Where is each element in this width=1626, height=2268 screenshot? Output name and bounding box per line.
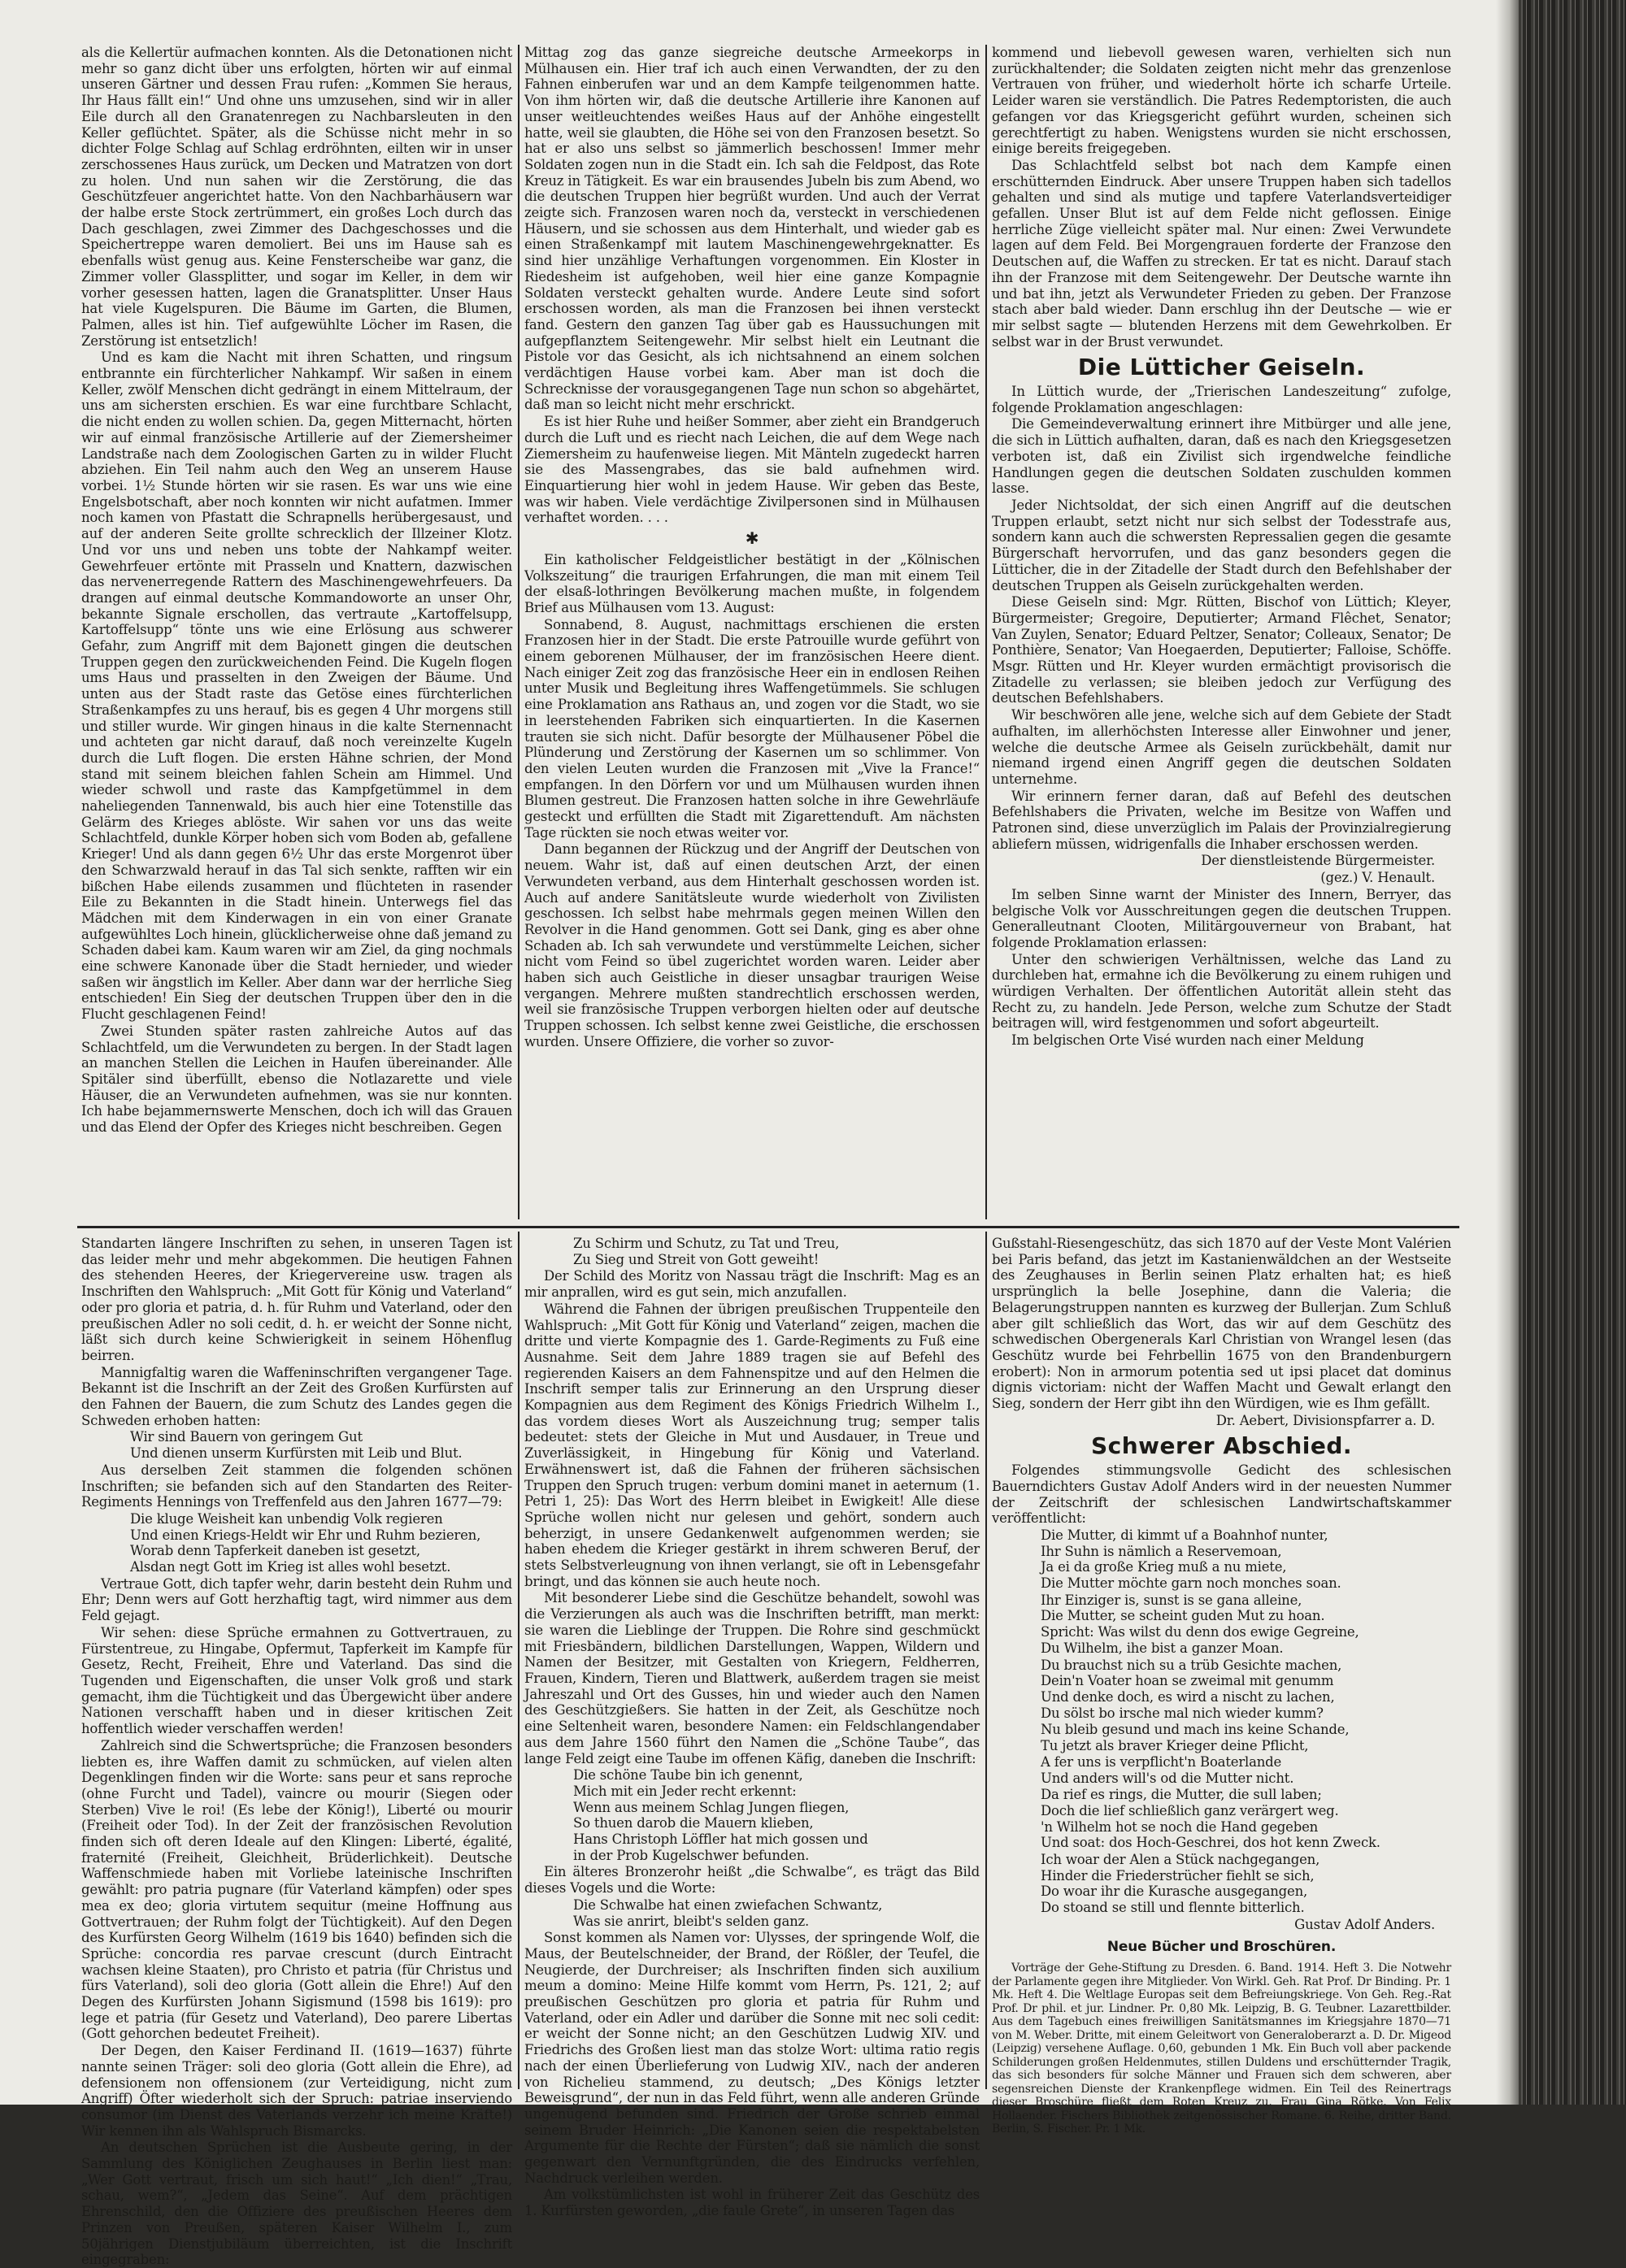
paragraph: Das Schlachtfeld selbst bot nach dem Kampfe einen erschütternden Eindruck. Aber unsere Truppen haben sich tadellos gehalten und sind als mutige und tapfere Vaterlandsverteidiger gefallen. Unser Blut ist auf dem Felde nicht geflossen. Einige herrliche Züge vielleicht später mal. Nur einen: Zwei Verwundete lagen auf dem Feld. Bei Morgengrauen forderte der Franzose den Deutschen auf, die Waffen zu strecken. Er tat es nicht. Darauf stach ihn der Franzose mit dem Seitengewehr. Der Deutsche warnte ihn und bat ihn, jetzt als Verwundeter Frieden zu geben. Der Franzose stach aber bald wieder. Dann erschlug ihn der Deutsche — wie er mir selbst sagte — blutenden Herzens mit dem Gewehrkolben. Er selbst war in der Brust verwundet. <box>992 157 1451 350</box>
paragraph: Aus derselben Zeit stammen die folgenden schönen Inschriften; sie befanden sich auf den Standarten des Reiter-Regiments Hennings von Treffenfeld aus den Jahren 1677—79: <box>81 1462 512 1510</box>
column-3-upper <box>992 45 1451 1223</box>
paragraph: als die Kellertür aufmachen konnten. Als die Detonationen nicht mehr so ganz dicht über uns erfolgten, hörten wir auf einmal unseren Gärtner und dessen Frau rufen: „Kommen Sie heraus, Ihr Haus fällt ein!“ Und ohne uns umzusehen, sind wir in aller Eile durch all den Granatenregen zu Nachbarsleuten in den Keller geflüchtet. Später, als die Schüsse nicht mehr in so dichter Folge Schlag auf Schlag erdröhnten, eilten wir in unser zerschossenes Haus zurück, um Decken und Matratzen von dort zu holen. Und nun sahen wir die Zerstörung, die das Geschützfeuer angerichtet hatte. Von den Nachbarhäusern war der halbe erste Stock zertrümmert, ein großes Loch durch das Dach geschlagen, zwei Zimmer des Dachgeschosses und die Speichertreppe waren demoliert. Bei uns im Hause sah es ebenfalls wüst genug aus. Keine Fensterscheibe war ganz, die Zimmer voller Glassplitter, und sogar im Keller, in dem wir vorher gesessen hatten, lagen die Granatsplitter. Unser Haus hat viele Kugelspuren. Die Bäume im Garten, die Blumen, Palmen, alles ist hin. Tief aufgewühlte Löcher im Rasen, die Zerstörung ist entsetzlich! <box>81 45 512 349</box>
poem-stanza: Nu bleib gesund und mach ins keine Schande, Tu jetzt als braver Krieger deine Pflicht, A fer uns is verpflicht'n Boaterlande Und anders will's od die Mutter nicht. <box>1041 1722 1350 1786</box>
paragraph: Während die Fahnen der übrigen preußischen Truppenteile den Wahlspruch: „Mit Gott für König und Vaterland“ zeigen, machen die dritte und vierte Kompagnie des 1. Garde-Regiments zu Fuß eine Ausnahme. Seit dem Jahre 1889 tragen sie auf Befehl des regierenden Kaisers an dem Fahnenspitze und auf den Helmen die Inschrift semper talis zur Erinnerung an den Ursprung dieser Kompagnien aus dem Regiment des Königs Friedrich Wilhelm I., das vordem dieses Wort als Auszeichnung trug; semper talis bedeutet: stets der Gleiche in Mut und Ausdauer, in Treue und Zuverlässigkeit, in Hingebung für König und Vaterland. Erwähnenswert ist, daß die Fahnen der früheren sächsischen Truppen den Spruch trugen: verbum domini manet in aeternum (1. Petri 1, 25): Das Wort des Herrn bleibet in Ewigkeit! Alle diese Sprüche wollen nicht nur gelesen und gehört, sondern auch beherzigt, in unsere Gedankenwelt aufgenommen werden; sie haben ehedem die Krieger gestärkt in ihrem schweren Beruf, der stets Selbstverleugnung von ihnen verlangt, sie oft in Lebensgefahr bringt, und das können sie auch heute noch. <box>524 1301 980 1589</box>
column-1-upper <box>81 45 512 1223</box>
paragraph: Mannigfaltig waren die Waffeninschriften vergangener Tage. Bekannt ist die Inschrift an der Zeit des Großen Kurfürsten auf den Fahnen der Bauern, die zum Schutz des Landes gegen die Schweden erhoben hatten: <box>81 1364 512 1428</box>
column-3-lower <box>992 1236 1451 2136</box>
paragraph: Ein älteres Bronzerohr heißt „die Schwalbe“, es trägt das Bild dieses Vogels und die Worte: <box>524 1864 980 1897</box>
paragraph: Dann begannen der Rückzug und der Angriff der Deutschen von neuem. Wahr ist, daß auf einen deutschen Arzt, der einen Verwundeten verband, aus dem Hinterhalt geschossen worden ist. Auch auf andere Sanitätsleute wurde wiederholt von Zivilisten geschossen. Ich selbst habe mehrmals gegen meinen Willen den Revolver in die Hand genommen. Gott sei Dank, ging es aber ohne Schaden ab. Ich sah verwundete und verstümmelte Leichen, sicher nicht vom Feind so übel zugerichtet worden waren. Leider aber haben sich auch Geistliche in dieser unsagbar traurigen Weise vergangen. Mehrere mußten standrechtlich erschossen werden, weil sie französische Truppen verborgen hielten oder auf deutsche Truppen schossen. Ich selbst kenne zwei Geistliche, die erschossen wurden. Unsere Offiziere, die vorher so zuvor- <box>524 841 980 1049</box>
column-1-lower <box>81 1236 512 2268</box>
page-fold-shadow <box>1496 0 1519 2105</box>
paragraph: Wir erinnern ferner daran, daß auf Befehl des deutschen Befehlshabers die Privaten, welche im Besitze von Waffen und Patronen sind, diese unverzüglich im Palais der Provinzialregierung abliefern müssen, widrigenfalls die Inhaber erschossen werden. <box>992 788 1451 852</box>
paragraph: kommend und liebevoll gewesen waren, verhielten sich nun zurückhaltender; die Soldaten zeigten nicht mehr das grenzenlose Vertrauen von früher, und wiederholt hörte ich scharfe Urteile. Leider waren sie verständlich. Die Patres Redemptoristen, die auch gefangen vor das Kriegsgericht geführt wurden, scheinen sich gerechtfertigt zu haben. Wenigstens wurden sie nicht erschossen, einige bereits freigegeben. <box>992 45 1451 157</box>
paragraph: Mittag zog das ganze siegreiche deutsche Armeekorps in Mülhausen ein. Hier traf ich auch einen Verwandten, der zu den Fahnen einberufen war und an dem Kampfe teilgenommen hatte. Von ihm hörten wir, daß die deutsche Artillerie ihre Kanonen auf unser weitleuchtendes weißes Haus auf der Anhöhe eingestellt hatte, weil sie glaubten, die Höhe sei von den Franzosen besetzt. So hat er also uns selbst so jämmerlich beschossen! Immer mehr Soldaten zogen nun in die Stadt ein. Ich sah die Feldpost, das Rote Kreuz in Tätigkeit. Es war ein brausendes Jubeln bis zum Abend, wo die deutschen Truppen hier begrüßt wurden. Und auch der Verrat zeigte sich. Franzosen waren noch da, versteckt in verschiedenen Häusern, und sie schossen aus dem Hinterhalt, und wieder gab es einen Straßenkampf mit lautem Maschinengewehrgeknatter. Es sind hier unzählige Verhaftungen vorgenommen. Ein Kloster in Riedesheim ist aufgehoben, weil hier eine ganze Kompagnie Soldaten versteckt gehalten wurde. Andere Leute sind sofort erschossen worden, als man die Franzosen bei ihnen versteckt fand. Gestern den ganzen Tag über gab es Haussuchungen mit aufgepflanztem Seitengewehr. Mir selbst hielt ein Leutnant die Pistole vor das Gesicht, als ich nichtsahnend an einem solchen verdächtigen Hause vorbei kam. Aber man ist doch die Schrecknisse der vorausgegangenen Tage nun schon so abgehärtet, daß man so leicht nicht mehr erschrickt. <box>524 45 980 413</box>
book-notices: Vorträge der Gehe-Stiftung zu Dresden. 6. Band. 1914. Heft 3. Die Notwehr der Parlamente gegen ihre Mitglieder. Von Wirkl. Geh. Rat Prof. Dr Binding. Pr. 1 Mk. Heft 4. Die Weltlage Europas seit dem Befreiungskriege. Von Geh. Reg.-Rat Prof. Dr phil. et jur. Lindner. Pr. 0,80 Mk. Leipzig, B. G. Teubner. Lazarettbilder. Aus dem Tagebuch eines freiwilligen Sanitätsmannes im Kriegsjahre 1870—71 von M. Weber. Dritte, mit einem Geleitwort von Generaloberarzt a. D. Dr. Migeod (Leipzig) versehene Auflage. 0,60, gebunden 1 Mk. Ein Buch voll aber packende Schilderungen großen Heldenmutes, stillen Duldens und erschütternder Tragik, das sich besonders für solche Männer und Frauen sich dem schweren, aber segensreichen Dienste der Krankenpflege widmen. Ein Teil des Reinertrags dieser Broschüre fließt dem Roten Kreuz zu. Frau Gina Rötke. Von Felix Hollaender. Fischers Bibliothek zeitgenössischer Romane. 6. Reihe, dritter Band. Berlin, S. Fischer. Pr. 1 Mk. <box>992 1962 1451 2136</box>
column-2-upper <box>524 45 980 1223</box>
paragraph: Wir sehen: diese Sprüche ermahnen zu Gottvertrauen, zu Fürstentreue, zu Hingabe, Opfermut, Tapferkeit im Kampfe für Gesetz, Recht, Freiheit, Ehre und Vaterland. Das sind die Tugenden und Eigenschaften, die unser Volk groß und stark gemacht, ihm die Tüchtigkeit und das Übergewicht über andere Nationen verschafft haben und in dieser kritischen Zeit hoffentlich wieder verschaffen werden! <box>81 1624 512 1737</box>
column-rule <box>985 45 987 1219</box>
paragraph: Diese Geiseln sind: Mgr. Rütten, Bischof von Lüttich; Kleyer, Bürgermeister; Gregoire, Deputierter; Armand Flêchet, Senator; Van Zuylen, Senator; Eduard Peltzer, Senator; Colleaux, Senator; De Ponthière, Senator; Van Hoegaerden, Deputierter; Falloise, Schöffe. Msgr. Rütten und Hr. Kleyer wurden ermächtigt provisorisch die Zitadelle zu verlassen; sie bleiben jedoch zur Verfügung des deutschen Befehlshabers. <box>992 594 1451 706</box>
poem-title: Schwerer Abschied. <box>1090 1432 1353 1460</box>
column-rule <box>518 1232 520 2089</box>
signature: Der dienstleistende Bürgermeister. <box>1201 853 1435 869</box>
article-title: Die Lütticher Geiseln. <box>1077 354 1366 381</box>
paragraph: Und es kam die Nacht mit ihren Schatten, und ringsum entbrannte ein fürchterlicher Nahkampf. Wir saßen in einem Keller, zwölf Menschen dicht gedrängt in einem Mittelraum, der uns am sichersten erschien. Es war eine furchtbare Schlacht, die nicht enden zu wollen schien. Da, gegen Mitternacht, hörten wir auf einmal französische Artillerie auf der Ziemersheimer Landstraße nach dem Zoologischen Garten zu in wilder Flucht abziehen. Ein Teil nahm auch den Weg an unserem Hause vorbei. 1½ Stunde hörten wir sie rasen. Es war uns wie eine Engelsbotschaft, aber noch konnten wir nicht aufatmen. Immer noch kamen von Pfastatt die Schrapnells herübergesaust, und auf der anderen Seite grollte schrecklich der Illzeiner Klotz. Und vor uns und neben uns tobte der Nahkampf weiter. Gewehrfeuer ertönte mit Prasseln und Knattern, dazwischen das nervenerregende Rattern des Maschinengewehrfeuers. Da drangen auf einmal deutsche Kommandoworte an unser Ohr, bekannte Signale erschollen, das vertraute „Kartoffelsupp, Kartoffelsupp“ tönte uns wie eine Erlösung aus schwerer Gefahr, zum Angriff mit dem Bajonett gingen die deutschen Truppen gegen den zurückweichenden Feind. Die Kugeln flogen ums Haus und prasselten in den Zweigen der Bäume. Und unten aus der Stadt raste das Getöse eines fürchterlichen Straßenkampfes zu uns herauf, bis es gegen 4 Uhr morgens still und stiller wurde. Wir gingen hinaus in die kalte Sternennacht und achteten gar nicht darauf, daß noch vereinzelte Kugeln durch die Luft flogen. Die ersten Hähne schrien, der Mond stand mit seinem bleichen fahlen Schein am Himmel. Und wieder schwoll und raste das Kampfgetümmel in dem naheliegenden Tannenwald, bis auch hier eine Totenstille das Gelärm des Krieges ablöste. Wir sahen vor uns das weite Schlachtfeld, dunkle Körper hoben sich vom Boden ab, gefallene Krieger! Und als dann gegen 6½ Uhr das erste Morgenrot über den Schwarzwald herauf in das Tal sich senkte, rafften wir ein bißchen Habe eilends zusammen und flüchteten in rasender Eile zu Bekannten in die Stadt hinein. Unterwegs fiel das Mädchen mit dem Kinderwagen in ein von einer Granate aufgewühltes Loch hinein, glücklicherweise ohne daß jemand zu Schaden dabei kam. Kaum waren wir am Ziel, da ging nochmals eine schwere Kanonade über die Stadt hernieder, und wieder saßen wir ängstlich im Keller. Aber dann war der herrliche Sieg entschieden! Ein Sieg der deutschen Truppen über den in die Flucht geschlagenen Feind! <box>81 350 512 1023</box>
paragraph: Jeder Nichtsoldat, der sich einen Angriff auf die deutschen Truppen erlaubt, setzt nicht nur sich selbst der Todesstrafe aus, sondern kann auch die schwersten Repressalien gegen die gesamte Bürgerschaft hervorrufen, und das ganz besonders gegen die Lütticher, die in der Zitadelle der Stadt durch den Befehlshaber der deutschen Truppen als Geiseln zurückgehalten werden. <box>992 497 1451 593</box>
book-binding <box>1519 0 1626 2105</box>
paragraph: Im selben Sinne warnt der Minister des Innern, Berryer, das belgische Volk vor Ausschreitungen gegen die deutschen Truppen. Generalleutnant Clooten, Militärgouverneur von Brabant, hat folgende Proklamation erlassen: <box>992 886 1451 950</box>
poem-stanza: Ihr Einziger is, sunst is se gana alleine, Die Mutter, se scheint guden Mut zu hoan. Spricht: Was wilst du denn dos ewige Gegreine, Du Wilhelm, ihe bist a ganzer Moan. <box>1041 1592 1359 1656</box>
poem-stanza: Die Mutter, di kimmt uf a Boahnhof nunter, Ihr Suhn is nämlich a Reservemoan, Ja ei da große Krieg muß a nu miete, Die Mutter möchte garn noch monches soan. <box>1041 1527 1341 1592</box>
paragraph: Es ist hier Ruhe und heißer Sommer, aber zieht ein Brandgeruch durch die Luft und es riecht nach Leichen, die auf dem Wege nach Ziemersheim zu haufenweise liegen. Mit Mänteln zugedeckt harren sie des Massengrabes, das sie bald aufnehmen wird. Einquartierung hier wohl in jedem Hause. Wir geben das Beste, was wir haben. Viele verdächtige Zivilpersonen sind in Mülhausen verhaftet worden. . . . <box>524 414 980 526</box>
paragraph: Gußstahl-Riesengeschütz, das sich 1870 auf der Veste Mont Valérien bei Paris befand, das jetzt im Kastanienwäldchen an der Westseite des Zeughauses in Berlin seinen Platz erhalten hat; es hieß ursprünglich la belle Josephine, dann die Valeria; die Belagerungstruppen nannten es kurzweg der Bullerjan. Zum Schluß aber gilt schließlich das Wort, das wir auf dem Geschütz des schwedischen Obergenerals Karl Christian von Wrangel lesen (das Geschütz wurde bei Fehrbellin 1675 von den Brandenburgern erobert): Non in armorum potentia sed ut ipsi placet dat dominus dignis victoriam: nicht der Waffen Macht und Gewalt erlangt den Sieg, sondern der Herr gibt ihn den Würdigen, wie es Ihm gefällt. <box>992 1236 1451 1412</box>
paragraph: Im belgischen Orte Visé wurden nach einer Meldung <box>1011 1032 1364 1049</box>
paragraph: Folgendes stimmungsvolle Gedicht des schlesischen Bauerndichters Gustav Adolf Anders wird in der neuesten Nummer der Zeitschrift der schlesischen Landwirtschaftskammer veröffentlicht: <box>992 1462 1451 1527</box>
paragraph: Die Gemeindeverwaltung erinnert ihre Mitbürger und alle jene, die sich in Lüttich aufhalten, daran, daß es nach den Kriegsgesetzen verboten ist, daß ein Zivilist sich irgendwelche feindliche Handlungen gegen die deutschen Soldaten zuschulden kommen lasse. <box>992 416 1451 497</box>
paragraph: Standarten längere Inschriften zu sehen, in unseren Tagen ist das leider mehr und mehr abgekommen. Die heutigen Fahnen des stehenden Heeres, der Kriegervereine usw. tragen als Inschriften den Wahlspruch: „Mit Gott für König und Vaterland“ oder pro gloria et patria, d. h. für Ruhm und Vaterland, oder den preußischen Adler no soli cedit, d. h. er weicht der Sonne nicht, läßt sich durch keine Schwierigkeit in seinem Höhenflug beirren. <box>81 1236 512 1363</box>
paragraph: Zahlreich sind die Schwertsprüche; die Franzosen besonders liebten es, ihre Waffen damit zu schmücken, auf vielen alten Degenklingen finden wir die Worte: sans peur et sans reproche (ohne Furcht und Tadel), vaincre ou mourir (Siegen oder Sterben) Vive le roi! (Es lebe der König!), Liberté ou mourir (Freiheit oder Tod). In der Zeit der französischen Revolution finden sich oft deren Ideale auf den Klingen: Liberté, égalité, fraternité (Freiheit, Gleichheit, Brüderlichkeit). Deutsche Waffenschmiede haben mit Vorliebe lateinische Inschriften gewählt: pro patria pugnare (für Vaterland kämpfen) oder spes mea ex deo; gloria virtutem sequitur (meine Hoffnung aus Gottvertrauen; der Ruhm folgt der Tüchtigkeit). Auf den Degen des Kurfürsten Georg Wilhelm (1619 bis 1640) befinden sich die Sprüche: concordia res parvae crescunt (durch Eintracht wachsen kleine Staaten), pro Christo et patria (für Christus und fürs Vaterland), soli deo gloria (Gott allein die Ehre!) Auf den Degen des Kurfürsten Johann Sigismund (1598 bis 1619): pro lege et patria (für Gesetz und Vaterland), Deo parere Libertas (Gott gehorchen bedeutet Freiheit). <box>81 1737 512 2042</box>
paragraph: Am volkstümlichsten ist wohl in früherer Zeit das Geschütz des 1. Kurfürsten geworden, „die faule Grete“, in unseren Tagen das <box>524 2187 980 2219</box>
verse: Wir sind Bauern von geringem Gut Und dienen unserm Kurfürsten mit Leib und Blut. <box>130 1429 463 1462</box>
signature: Gustav Adolf Anders. <box>1294 1916 1435 1932</box>
verse: Die kluge Weisheit kan unbendig Volk regieren Und einen Kriegs-Heldt wir Ehr und Ruhm bezieren, Worab denn Tapferkeit daneben ist gesetzt, Alsdan negt Gott im Krieg ist alles wohl besetzt. <box>130 1510 481 1575</box>
signature: Dr. Aebert, Divisionspfarrer a. D. <box>1215 1412 1435 1428</box>
verse: Die Schwalbe hat einen zwiefachen Schwantz, Was sie anrirt, bleibt's selden ganz. <box>573 1897 883 1929</box>
section-divider: ✱ <box>745 528 759 549</box>
paragraph: In Lüttich wurde, der „Trierischen Landeszeitung“ zufolge, folgende Proklamation angeschlagen: <box>992 384 1451 415</box>
paragraph: Wir beschwören alle jene, welche sich auf dem Gebiete der Stadt aufhalten, im allerhöchsten Interesse aller Einwohner und jener, welche die deutsche Armee als Geiseln zurückbehält, damit nur niemand irgend einen Angriff gegen die deutschen Soldaten unternehme. <box>992 707 1451 787</box>
paragraph: Ein katholischer Feldgeistlicher bestätigt in der „Kölnischen Volkszeitung“ die traurigen Erfahrungen, die man mit einem Teil der elsaß-lothringen Bevölkerung machen mußte, in folgendem Brief aus Mülhausen vom 13. August: <box>524 551 980 615</box>
paragraph: Mit besonderer Liebe sind die Geschütze behandelt, sowohl was die Verzierungen als auch was die Inschriften betrifft, man merkt: sie waren die Lieblinge der Truppen. Die Rohre sind geschmückt mit Friesbändern, bildlichen Darstellungen, Wappen, Wildern und Namen der Besitzer, mit Gestalten von Kriegern, Feldherren, Frauen, Kindern, Tieren und Blattwerk, außerdem tragen sie meist Jahreszahl und Ort des Gusses, hin und wieder auch den Namen des Geschützgießers. Sie hatten in der Zeit, als Geschütze noch eine Seltenheit waren, besondere Namen: ein Feldschlangendaber aus dem Jahre 1560 führt den Namen die „Schöne Taube“, das lange Feld zeigt eine Taube im offenen Käfig, daneben die Inschrift: <box>524 1590 980 1766</box>
paragraph: Sonst kommen als Namen vor: Ulysses, der springende Wolf, die Maus, der Beutelschneider, der Brand, der Rößler, der Teufel, die Neugierde, der Durchreiser; als Inschriften finden sich auxilium meum a domino: Meine Hilfe kommt vom Herrn, Ps. 121, 2; auf preußischen Geschützen pro gloria et patria für Ruhm und Vaterland, oder ein Adler und darüber die Sonne mit nec soli cedit: er weicht der Sonne nicht; an den Geschützen Ludwig XIV. und Friedrichs des Großen liest man das stolze Wort: ultima ratio regis nach der einen Überlieferung von Ludwig XIV., nach der anderen von Richelieu stammend, zu deutsch; „Des Königs letzter Beweisgrund“, der nun in das Feld führt, wenn alle anderen Gründe ungenügend befunden sind. Friedrich der Große schrieb einmal seinem Bruder Heinrich: „Die Kanonen seien die respektabelsten Argumente für die Rechte der Fürsten“; daß sie nämlich die sonst gegenwart den Vernunftgründen, die des Eindrucks verfehlen, Nachdruck verleihen werden. <box>524 1930 980 2186</box>
verse: Zu Schirm und Schutz, zu Tat und Treu, Zu Sieg und Streit von Gott geweiht! <box>573 1236 840 1267</box>
column-rule <box>518 45 520 1219</box>
verse: Die schöne Taube bin ich genennt, Mich mit ein Jeder recht erkennt: Wenn aus meinem Schlag Jungen fliegen, So thuen darob die Mauern klieben, Hans Christoph Löffler hat mich gossen und in der Prob Kugelschwer befunden. <box>573 1767 868 1863</box>
paragraph: An deutschen Sprüchen ist die Ausbeute gering, in der Sammlung des Königlichen Zeughauses in Berlin liest man: „Wer Gott vertraut, frisch um sich haut!“ „Ich dien!“ „Trau, schau, wem?“, „Jedem das Seine“. Auf dem prächtigen Ehrenschild, den die Offiziere des preußischen Heeres dem Prinzen von Preußen, späteren Kaiser Wilhelm I., zum 50jährigen Dienstjubiläum überreichten, ist die Inschrift eingegraben: <box>81 2140 512 2268</box>
paragraph: Der Schild des Moritz von Nassau trägt die Inschrift: Mag es an mir anprallen, wird es gut sein, mich anzufallen. <box>524 1268 980 1301</box>
paragraph: Der Degen, den Kaiser Ferdinand II. (1619—1637) führte nannte seinen Träger: soli deo gloria (Gott allein die Ehre), ad defensionem non offensionem (zur Verteidigung, nicht zum Angriff) Öfter wiederholt sich der Spruch: patriae inserviendo consumor (im Dienst des Vaterlands verzehr ich meine Kräfte!) Wir kennen ihn als Wahlspruch Bismarcks. <box>81 2043 512 2139</box>
column-rule <box>985 1232 987 2089</box>
column-2-lower <box>524 1236 980 2219</box>
signature: (gez.) V. Henault. <box>1320 870 1435 886</box>
paragraph: Zwei Stunden später rasten zahlreiche Autos auf das Schlachtfeld, um die Verwundeten zu bergen. In der Stadt lagen an manchen Stellen die Leichen in Haufen übereinander. Alle Spitäler sind überfüllt, ebenso die Notlazarette und viele Häuser, die an Verwundeten aufnehmen, was sie nur konnten. Ich habe bejammernswerte Menschen, doch ich will das Grauen und das Elend der Opfer des Krieges nicht beschreiben. Gegen <box>81 1023 512 1136</box>
poem-stanza: Ich woar der Alen a Stück nachgegangen, Hinder die Friederstrücher fiehlt se sich, Do woar ihr die Kurasche ausgegangen, Do stoand se still und flennte bitterlich. <box>1041 1852 1320 1916</box>
poem-stanza: Da rief es rings, die Mutter, die sull laben; Doch die lief schließlich ganz verärgert weg. 'n Wilhelm hot se noch die Hand gegeben Und soat: dos Hoch-Geschrei, dos hot kenn Zweck. <box>1041 1787 1380 1851</box>
paragraph: Sonnabend, 8. August, nachmittags erschienen die ersten Franzosen hier in der Stadt. Die erste Patrouille wurde geführt von einem geborenen Mülhauser, der im französischen Heere dient. Nach einiger Zeit zog das französische Heer ein in endlosen Reihen unter Musik und Begleitung ihres Waffengetümmels. Sie schlugen eine Proklamation ans Rathaus an, und zogen vor die Stadt, wo sie in leerstehenden Fabriken sich einquartierten. In die Kasernen trauten sie sich nicht. Dafür besorgte der Mülhausener Pöbel die Plünderung und Zerstörung der Kasernen um so schlimmer. Von den vielen Leuten wurden die Franzosen mit „Vive la France!“ empfangen. In den Dörfern vor und um Mülhausen wurden ihnen Blumen gestreut. Die Franzosen hatten solche in ihre Gewehrläufe gesteckt und erfüllten die Stadt mit Zigarettenduft. Am nächsten Tage rückten sie noch etwas weiter vor. <box>524 616 980 841</box>
section-title: Neue Bücher und Broschüren. <box>1106 1938 1337 1955</box>
section-rule <box>77 1226 1459 1228</box>
paragraph: Vertraue Gott, dich tapfer wehr, darin besteht dein Ruhm und Ehr; Denn wers auf Gott herzhaftig tagt, wird nimmer aus dem Feld gejagt. <box>81 1575 512 1624</box>
paragraph: Unter den schwierigen Verhältnissen, welche das Land zu durchleben hat, ermahne ich die Bevölkerung zu einem ruhigen und würdigen Verhalten. Der öffentlichen Autorität allein steht das Recht zu, zu handeln. Jede Person, welche zum Schutze der Stadt beitragen will, wird festgenommen und sofort abgeurteilt. <box>992 951 1451 1032</box>
poem-stanza: Du brauchst nich su a trüb Gesichte machen, Dein'n Voater hoan se zweimal mit genumm Und denke doch, es wird a nischt zu lachen, Du sölst bo irsche mal nich wieder kumm? <box>1041 1657 1342 1721</box>
